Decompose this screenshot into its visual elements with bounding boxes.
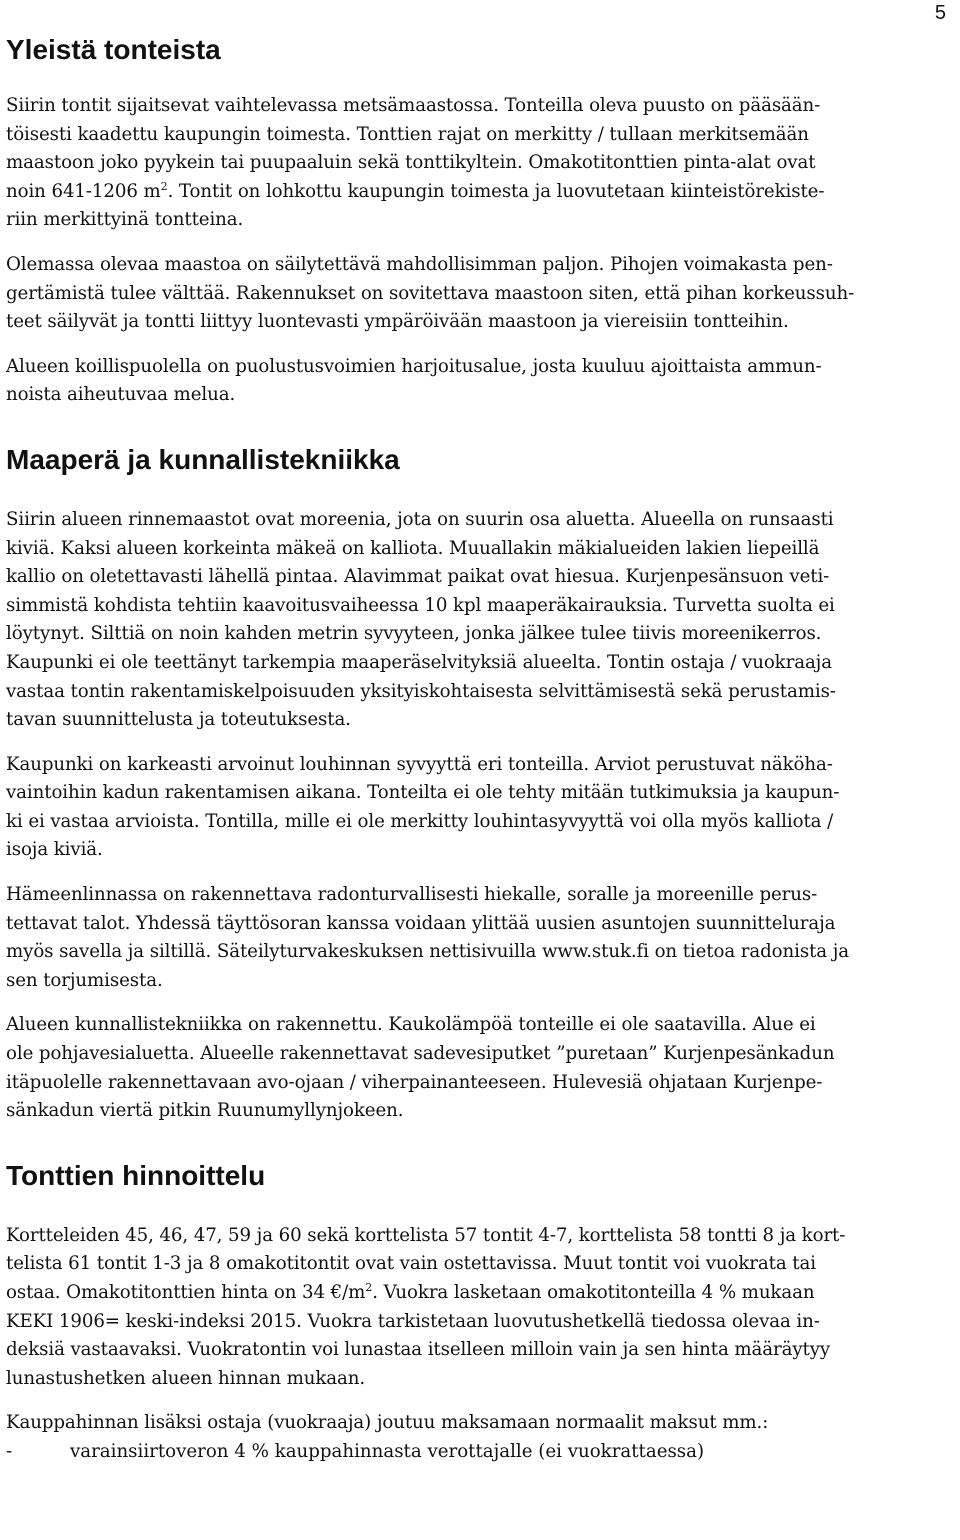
superscript: 2: [160, 179, 168, 193]
section-heading-general: Yleistä tonteista: [6, 34, 221, 65]
paragraph: Kaupunki on karkeasti arvoinut louhinnan syvyyttä eri tonteilla. Arviot perustuvat näköha- vaintoihin kadun rakentamisen aikana. Tonteilta ei ole tehty mitään tutkimuksia ja kaupun- ki ei vastaa arvioista. Tontilla, mille ei ole merkitty louhintasyvyyttä voi olla myös kalliota / isoja kiviä.: [6, 753, 840, 861]
paragraph-text: Kortteleiden 45, 46, 47, 59 ja 60 sekä korttelista 57 tontit 4-7, korttelista 58 tontti 8 ja kort- telista 61 tontit 1-3 ja 8 omakotitontit ovat vain ostettavissa. Muut tontit voi vuokrata tai ostaa. Omakotitonttien hinta on 34 €/m: [6, 1224, 846, 1303]
list-item: [6, 1438, 950, 1467]
bullet-marker: -: [6, 1440, 13, 1462]
paragraph: Alueen kunnallistekniikka on rakennettu. Kaukolämpöä tonteille ei ole saatavilla. Alue ei ole pohjavesialuetta. Alueelle rakennettavat sadevesiputket ”puretaan” Kurjenpesänkadun itäpuolelle rakennettavaan avo-ojaan / viherpainanteeseen. Hulevesiä ohjataan Kurjenpe- sänkadun viertä pitkin Ruunumyllynjokeen.: [6, 1014, 835, 1122]
paragraph: [6, 92, 950, 235]
paragraph-text: . Vuokra lasketaan omakotitonteilla 4 % mukaan KEKI 1906= keski-indeksi 2015. Vuokra tarkistetaan luovutushetkellä tiedossa olevaa in- deksiä vastaavaksi. Vuokratontin voi lunastaa itselleen milloin vain ja sen hinta määräytyy lunastushetken alueen hinnan mukaan.: [6, 1282, 831, 1389]
document-body: [6, 28, 950, 1467]
list-item-text: varainsiirtoveron 4 % kauppahinnasta verottajalle (ei vuokrattaessa): [70, 1440, 705, 1462]
paragraph: [6, 1222, 950, 1394]
page-number: 5: [934, 2, 946, 24]
paragraph: Siirin alueen rinnemaastot ovat moreenia, jota on suurin osa aluetta. Alueella on runsaasti kiviä. Kaksi alueen korkeinta mäkeä on kalliota. Muuallakin mäkialueiden lakien liepeillä kallio on oletettavasti lähellä pintaa. Alavimmat paikat ovat hiesua. Kurjenpesänsuon veti- simmistä kohdista tehtiin kaavoitusvaiheessa 10 kpl maaperäkairauksia. Turvetta suolta ei löytynyt. Silttiä on noin kahden metrin syvyyteen, jonka jälkee tulee tiivis moreenikerros. Kaupunki ei ole teettänyt tarkempia maaperäselvityksiä alueelta. Tontin ostaja / vuokraaja vastaa tontin rakentamiskelpoisuuden yksityiskohtaisesta selvittämisestä sekä perustamis- tavan suunnittelusta ja toteutuksesta.: [6, 508, 836, 731]
paragraph-text: . Tontit on lohkottu kaupungin toimesta ja luovutetaan kiinteistörekiste- riin merkittyinä tontteina.: [6, 180, 825, 231]
section-heading-soil: Maaperä ja kunnallistekniikka: [6, 443, 400, 475]
superscript: 2: [365, 1280, 373, 1294]
paragraph: Olemassa olevaa maastoa on säilytettävä mahdollisimman paljon. Pihojen voimakasta pen- gertämistä tulee välttää. Rakennukset on sovitettava maastoon siten, että pihan korkeussuh- teet säilyvät ja tontti liittyy luontevasti ympäröivään maastoon ja viereisiin tontteihin.: [6, 253, 855, 333]
paragraph: Hämeenlinnassa on rakennettava radonturvallisesti hiekalle, soralle ja moreenille perus- tettavat talot. Yhdessä täyttösoran kanssa voidaan ylittää uusien asuntojen suunnitteluraja myös savella ja siltillä. Säteilyturvakeskuksen nettisivuilla www.stuk.fi on tietoa radonista ja sen torjumisesta.: [6, 884, 850, 991]
section-heading-pricing: Tonttien hinnoittelu: [6, 1159, 266, 1191]
paragraph: Alueen koillispuolella on puolustusvoimien harjoitusalue, josta kuuluu ajoittaista ammun- noista aiheutuvaa melua.: [6, 355, 822, 406]
paragraph: Kauppahinnan lisäksi ostaja (vuokraaja) joutuu maksamaan normaalit maksut mm.:: [6, 1412, 769, 1434]
paragraph-text: Siirin tontit sijaitsevat vaihtelevassa metsämaastossa. Tonteilla oleva puusto on pääsään- töisesti kaadettu kaupungin toimesta. Tonttien rajat on merkitty / tullaan merkitsemään maastoon joko pyykein tai puupaaluin sekä tonttikyltein. Omakotitonttien pinta-alat ovat noin 641-1206 m: [6, 95, 821, 202]
